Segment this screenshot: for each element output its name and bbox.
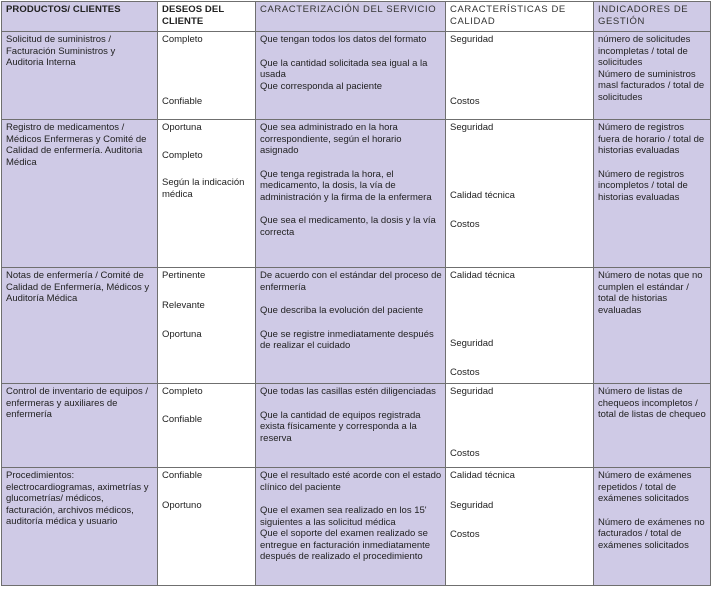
quality-cell <box>446 32 594 120</box>
indicator-item: Número de registros fuera de horario / total de historias evaluadas <box>598 122 705 156</box>
header-indicators: INDICADORES DE GESTIÓN <box>594 2 711 32</box>
service-item: Que describa la evolución del paciente <box>260 305 424 316</box>
quality-item: Calidad técnica <box>450 270 515 281</box>
indicator-item: Número de registros incompletos / total de historias evaluadas <box>598 168 688 203</box>
service-item: Que se registre inmediatamente después de realizar el cuidado <box>260 328 434 351</box>
quality-item: Seguridad <box>450 122 494 133</box>
service-cell <box>256 384 446 468</box>
service-item: Que sea el medicamento, la dosis y la vía correcta <box>260 215 436 238</box>
table-row <box>2 384 711 468</box>
product-text: Registro de medicamentos / Médicos Enfermeras y Comité de Calidad de enfermería. Auditoria Médica <box>6 122 147 168</box>
table-row <box>2 120 711 268</box>
wish-item: Pertinente <box>162 270 206 281</box>
wishes-cell <box>158 384 256 468</box>
product-text: Notas de enfermería / Comité de Calidad de Enfermería, Médicos y Auditoría Médica <box>6 270 150 304</box>
service-cell <box>256 468 446 586</box>
quality-item: Costos <box>450 219 480 230</box>
wish-item: Completo <box>162 34 203 45</box>
quality-item: Costos <box>450 529 480 540</box>
product-text: Solicitud de suministros / Facturación Suministros y Auditoria Interna <box>6 34 116 68</box>
indicator-item: Número de notas que no cumplen el estándar / total de historias evaluadas <box>598 270 703 316</box>
quality-cell <box>446 468 594 586</box>
quality-item: Seguridad <box>450 386 494 397</box>
indicators-cell <box>594 384 711 468</box>
service-cell <box>256 268 446 384</box>
table-row <box>2 32 711 120</box>
wishes-cell <box>158 468 256 586</box>
wish-item: Relevante <box>162 299 205 311</box>
indicators-cell <box>594 268 711 384</box>
header-quality: CARACTERÍSTICAS DE CALIDAD <box>446 2 594 32</box>
quality-item: Calidad técnica <box>450 189 515 201</box>
wish-item: Oportuna <box>162 329 202 340</box>
product-cell <box>2 384 158 468</box>
quality-cell <box>446 384 594 468</box>
service-item: Que el soporte del examen realizado se entregue en facturación inmediatamente después de realizado el procedimiento <box>260 528 431 562</box>
product-text: Procedimientos: electrocardiogramas, aximetrías y glucometrías/ médicos, facturación, archivos médicos, auditoría médica y usuario <box>6 470 149 527</box>
indicator-item: Número de exámenes no facturados / total de exámenes solicitados <box>598 516 705 551</box>
quality-cell <box>446 268 594 384</box>
product-cell <box>2 32 158 120</box>
quality-item: Seguridad <box>450 34 494 45</box>
indicators-cell <box>594 120 711 268</box>
wish-item: Completo <box>162 149 203 161</box>
service-item: Que todas las casillas estén diligenciadas <box>260 386 436 397</box>
wish-item: Confiable <box>162 413 203 425</box>
indicators-cell <box>594 468 711 586</box>
indicator-item: número de solicitudes incompletas / total de solicitudes <box>598 34 691 68</box>
wish-item: Oportuno <box>162 499 202 511</box>
header-service: CARACTERIZACIÓN DEL SERVICIO <box>256 2 446 32</box>
quality-item: Seguridad <box>450 499 494 511</box>
service-cell <box>256 32 446 120</box>
wish-item: Según la indicación médica <box>162 177 245 200</box>
service-item: Que la cantidad de equipos registrada exista físicamente y corresponda a la reserva <box>260 409 421 444</box>
service-item: Que tenga registrada la hora, el medicamento, la dosis, la vía de administración y la firma de la enfermera <box>260 168 432 203</box>
wish-item: Completo <box>162 386 203 397</box>
table-row <box>2 268 711 384</box>
service-item: Que el examen sea realizado en los 15' siguientes a las solicitud médica <box>260 505 427 528</box>
service-item: Que la cantidad solicitada sea igual a la usada <box>260 57 428 80</box>
product-cell <box>2 268 158 384</box>
wishes-cell <box>158 32 256 120</box>
header-products: PRODUCTOS/ CLIENTES <box>2 2 158 32</box>
service-item: Que tengan todos los datos del formato <box>260 34 427 45</box>
service-cell <box>256 120 446 268</box>
wish-item: Confiable <box>162 95 203 107</box>
indicator-item: Número de suministros masl facturados / total de solicitudes <box>598 68 705 103</box>
header-wishes: DESEOS DEL CLIENTE <box>158 2 256 32</box>
service-item: Que sea administrado en la hora correspondiente, según el horario asignado <box>260 122 402 156</box>
product-text: Control de inventario de equipos / enfermeras y auxiliares de enfermería <box>6 386 149 420</box>
service-item: De acuerdo con el estándar del proceso de enfermería <box>260 270 442 293</box>
product-cell <box>2 468 158 586</box>
wish-item: Oportuna <box>162 122 202 133</box>
quality-item: Costos <box>450 95 480 107</box>
table-row <box>2 468 711 586</box>
wishes-cell <box>158 120 256 268</box>
wishes-cell <box>158 268 256 384</box>
indicator-item: Número de exámenes repetidos / total de exámenes solicitados <box>598 470 692 504</box>
product-cell <box>2 120 158 268</box>
quality-item: Costos <box>450 447 480 459</box>
indicators-cell <box>594 32 711 120</box>
quality-item: Seguridad <box>450 337 494 349</box>
wish-item: Confiable <box>162 470 203 481</box>
indicator-item: Número de listas de chequeos incompletos / total de listas de chequeo <box>598 386 706 420</box>
quality-item: Calidad técnica <box>450 470 515 481</box>
service-item: Que el resultado esté acorde con el estado clínico del paciente <box>260 470 442 493</box>
quality-table <box>1 1 711 586</box>
quality-cell <box>446 120 594 268</box>
quality-item: Costos <box>450 367 480 378</box>
service-item: Que corresponda al paciente <box>260 80 382 92</box>
